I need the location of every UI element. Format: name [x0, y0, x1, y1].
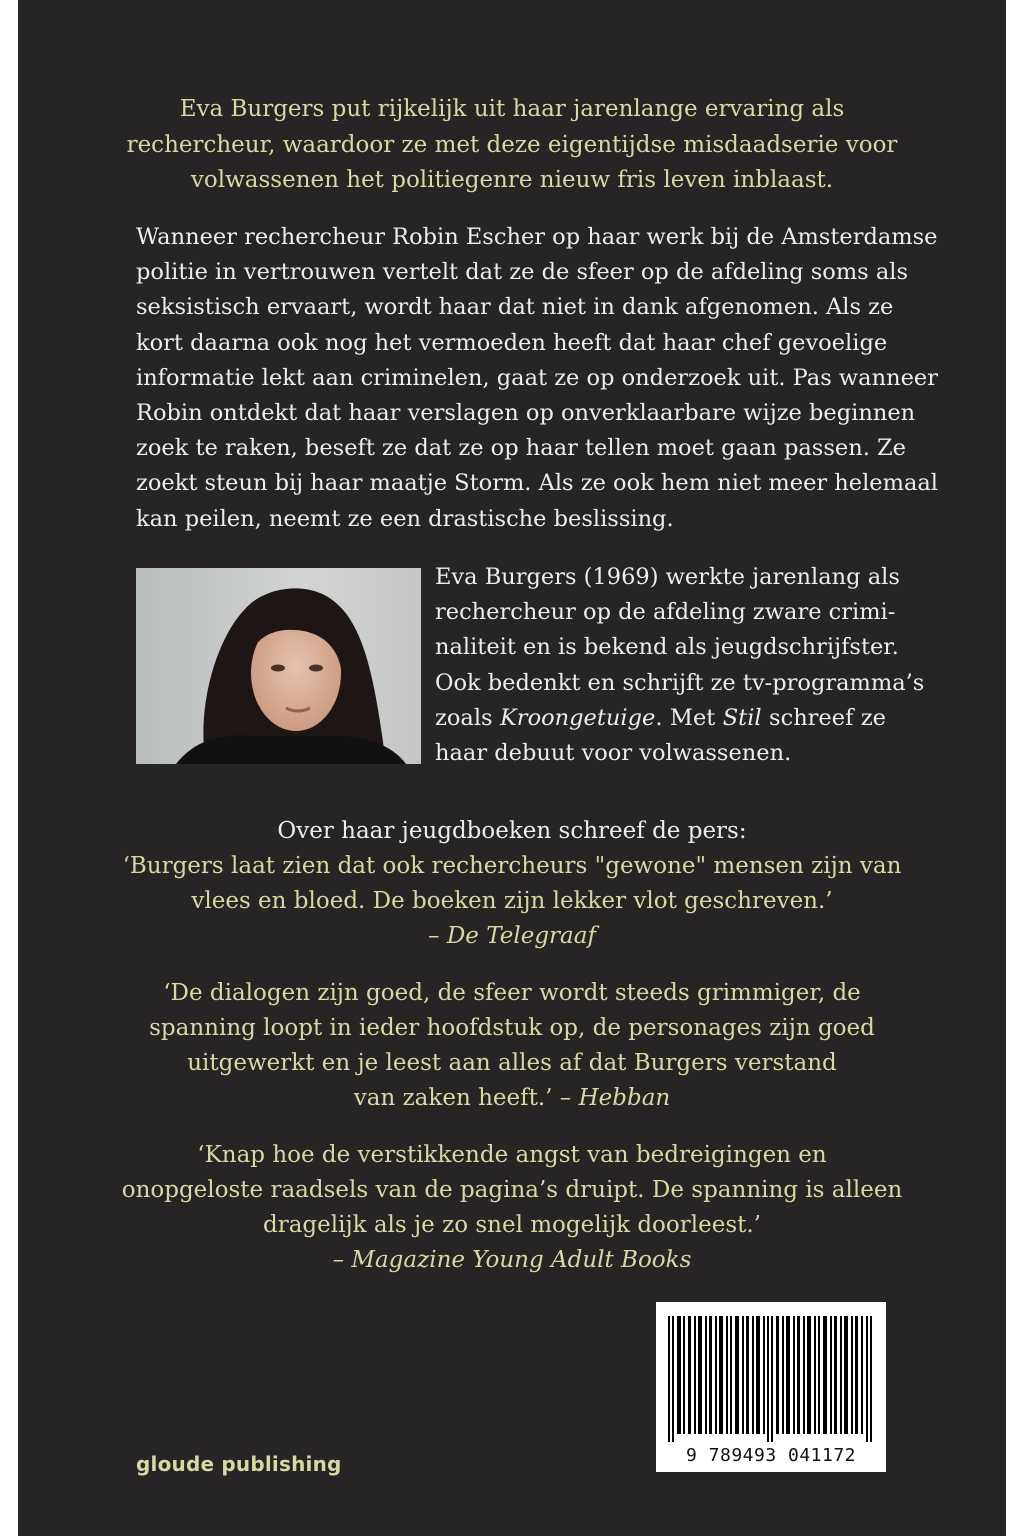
intro-line: rechercheur, waardoor ze met deze eigentijdse misdaadserie voor [126, 131, 898, 158]
quote-source: – Hebban [559, 1085, 671, 1111]
quote-source: – De Telegraaf [428, 923, 596, 949]
synopsis-line: kort daarna ook nog het vermoeden heeft dat haar chef gevoelige [136, 329, 888, 356]
synopsis-line: kan peilen, neemt ze een drastische beslissing. [136, 505, 674, 532]
bio-line: Ook bedenkt en schrijft ze tv-programma’s [435, 669, 925, 696]
bio-text: zoals [435, 704, 500, 731]
author-photo [136, 568, 421, 764]
intro-blurb [118, 92, 906, 199]
quote-line: vlees en bloed. De boeken zijn lekker vlot geschreven.’ [191, 888, 833, 914]
quote-line: ‘Burgers laat zien dat ook rechercheurs "gewone" mensen zijn van [122, 853, 902, 879]
quote-line: ‘De dialogen zijn goed, de sfeer wordt steeds grimmiger, de [163, 980, 861, 1006]
isbn-number: 9 789493 041172 [685, 1445, 857, 1466]
synopsis-line: zoekt steun bij haar maatje Storm. Als ze ook hem niet meer helemaal [136, 470, 938, 497]
quote-line: ‘Knap hoe de verstikkende angst van bedreigingen en [197, 1142, 827, 1168]
book-title: Kroongetuige [500, 704, 656, 731]
intro-line: Eva Burgers put rijkelijk uit haar jarenlange ervaring als [179, 96, 845, 122]
press-heading: Over haar jeugdboeken schreef de pers: [277, 818, 747, 844]
author-bio [435, 560, 925, 771]
synopsis-line: Robin ontdekt dat haar verslagen op onverklaarbare wijze beginnen [136, 400, 916, 427]
quote-line: uitgewerkt en je leest aan alles af dat Burgers verstand [187, 1050, 837, 1076]
isbn-barcode [656, 1302, 886, 1472]
bio-line: haar debuut voor volwassenen. [435, 740, 792, 767]
bio-line: Eva Burgers (1969) werkte jarenlang als [435, 564, 900, 590]
synopsis-line: Wanneer rechercheur Robin Escher op haar werk bij de Amsterdamse [136, 224, 938, 250]
bio-line [435, 701, 886, 736]
quote-line: onopgeloste raadsels van de pagina’s druipt. De spanning is alleen [121, 1177, 903, 1203]
press-quote-3 [78, 1138, 946, 1278]
quote-line: spanning loopt in ieder hoofdstuk op, de personages zijn goed [149, 1015, 875, 1041]
bio-line: naliteit en is bekend als jeugdschrijfster. [435, 634, 899, 661]
bio-line: rechercheur op de afdeling zware crimi- [435, 599, 896, 626]
synopsis-line: seksistisch ervaart, wordt haar dat niet in dank afgenomen. Als ze [136, 294, 894, 321]
press-quote-2 [78, 976, 946, 1116]
quote-line [78, 1081, 946, 1116]
barcode-bars [668, 1316, 874, 1442]
book-back-cover [18, 0, 1006, 1536]
intro-line: volwassenen het politiegenre nieuw fris leven inblaast. [190, 167, 834, 193]
quote-text: van zaken heeft.’ [353, 1085, 560, 1111]
synopsis-line: informatie lekt aan criminelen, gaat ze op onderzoek uit. Pas wanneer [136, 364, 938, 391]
quote-line: dragelijk als je zo snel mogelijk doorleest.’ [262, 1212, 761, 1238]
synopsis-line: zoek te raken, beseft ze dat ze op haar tellen moet gaan passen. Ze [136, 435, 906, 462]
publisher-logo: gloude publishing [136, 1452, 342, 1476]
bio-text: . Met [655, 704, 723, 731]
press-quote-1 [78, 814, 946, 954]
synopsis-line: politie in vertrouwen vertelt dat ze de sfeer op de afdeling soms als [136, 259, 909, 286]
bio-text: schreef ze [761, 704, 886, 731]
book-title: Stil [722, 704, 762, 731]
quote-source: – Magazine Young Adult Books [332, 1247, 692, 1273]
synopsis [136, 220, 938, 537]
